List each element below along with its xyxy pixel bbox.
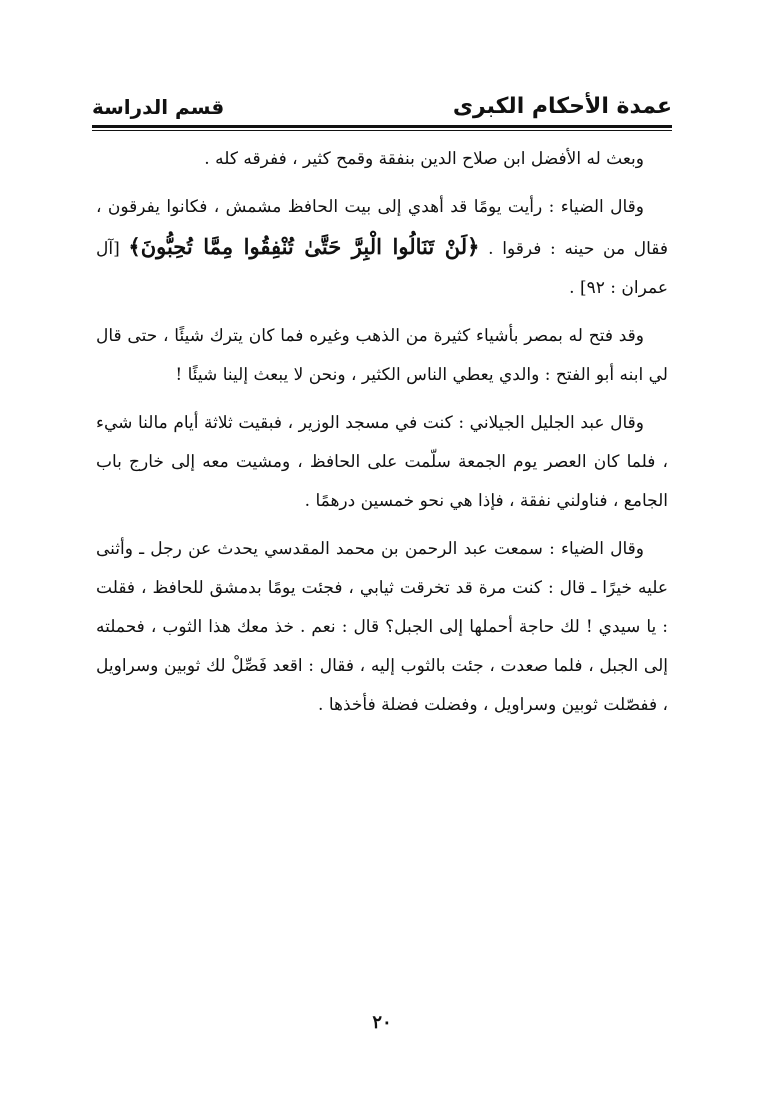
section-title: قسم الدراسة (92, 95, 225, 119)
header-rule-thin (92, 130, 672, 131)
book-title: عمدة الأحكام الكبرى (452, 94, 672, 119)
page-number: ٢٠ (372, 1012, 392, 1033)
paragraph: وقال عبد الجليل الجيلاني : كنت في مسجد الوزير ، فبقيت ثلاثة أيام مالنا شيء ، فلما كان العصر يوم الجمعة سلّمت على الحافظ ، ومشيت معه إلى خارج باب الجامع ، فناولني نفقة ، فإذا هي نحو خمسين درهمًا . (96, 413, 668, 511)
paragraph: وقد فتح له بمصر بأشياء كثيرة من الذهب وغيره فما كان يترك شيئًا ، حتى قال لي ابنه أبو الفتح : والدي يعطي الناس الكثير ، ونحن لا يبعث إلينا شيئًا ! (96, 326, 668, 385)
verse-citation: [آل عمران : ٩٢] . (96, 239, 668, 298)
header-rule (92, 125, 672, 128)
quran-verse: ﴿لَنْ تَنَالُوا الْبِرَّ حَتَّىٰ تُنْفِقُوا مِمَّا تُحِبُّونَ﴾ (128, 234, 480, 259)
paragraph (96, 188, 668, 308)
running-header (92, 92, 672, 126)
paragraph: وقال الضياء : سمعت عبد الرحمن بن محمد المقدسي يحدث عن رجل ـ وأثنى عليه خيرًا ـ قال : كنت مرة قد تخرقت ثيابي ، فجئت يومًا بدمشق للحافظ ، فقلت : يا سيدي ! لك حاجة أحملها إلى الجبل؟ قال : نعم . خذ معك هذا الثوب ، فحملته إلى الجبل ، فلما صعدت ، جئت بالثوب إليه ، فقال : اقعد فَصِّلْ لك ثوبين وسراويل ، ففصّلت ثوبين وسراويل ، وفضلت فضلة فأخذها . (96, 539, 668, 715)
paragraph-text: وقال الضياء : رأيت يومًا قد أهدي إلى بيت الحافظ مشمش ، فكانوا يفرقون ، فقال من حينه : فرقوا . (96, 197, 668, 259)
paragraph: وبعث له الأفضل ابن صلاح الدين بنفقة وقمح كثير ، ففرقه كله . (204, 149, 644, 169)
body-text (96, 140, 668, 734)
